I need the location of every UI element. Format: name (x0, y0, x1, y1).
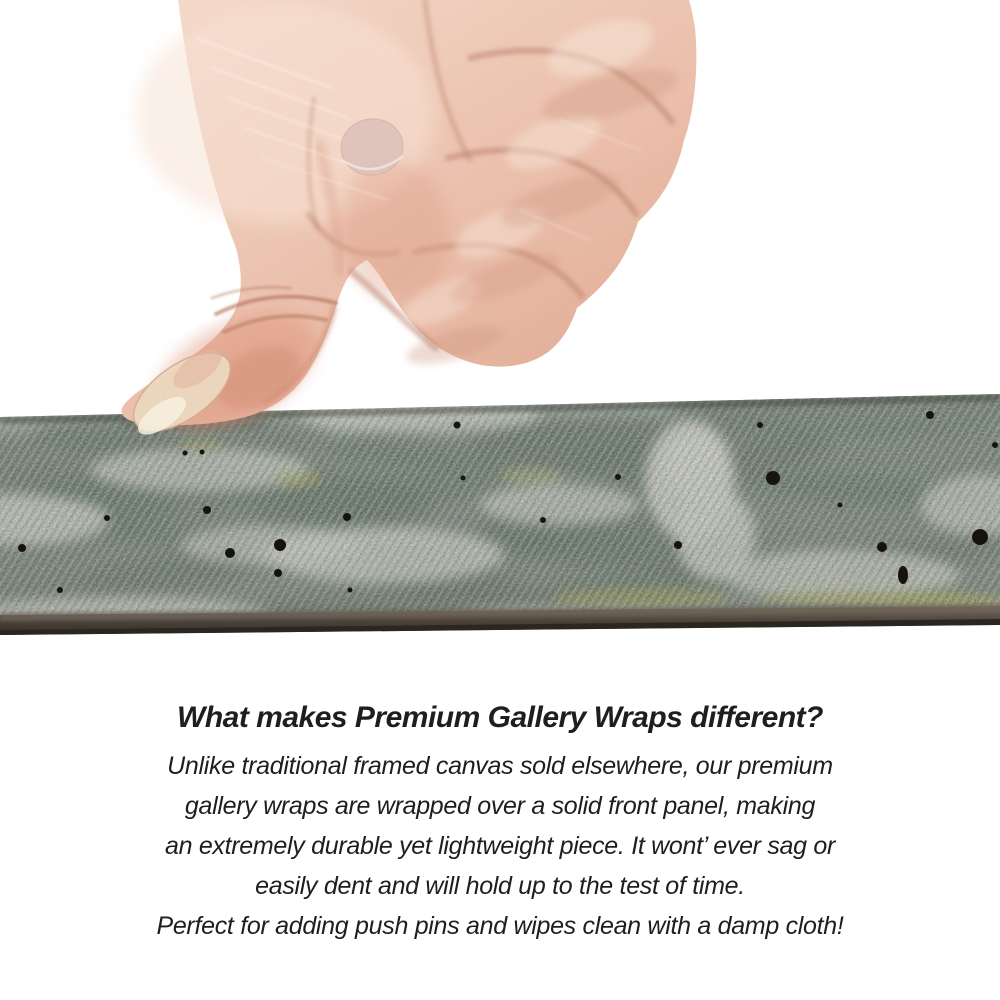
caption-line-3: an extremely durable yet lightweight piece. It wont’ ever sag or (164, 832, 836, 860)
caption-line-1: Unlike traditional framed canvas sold elsewhere, our premium (167, 752, 833, 780)
caption-line-4: easily dent and will hold up to the test of time. (255, 872, 745, 900)
hand-photo (0, 0, 1000, 435)
caption-block (0, 700, 1000, 946)
caption-heading: What makes Premium Gallery Wraps different? (177, 701, 823, 734)
caption-line-2: gallery wraps are wrapped over a solid front panel, making (184, 792, 816, 820)
caption-line-5: Perfect for adding push pins and wipes clean with a damp cloth! (156, 912, 844, 940)
